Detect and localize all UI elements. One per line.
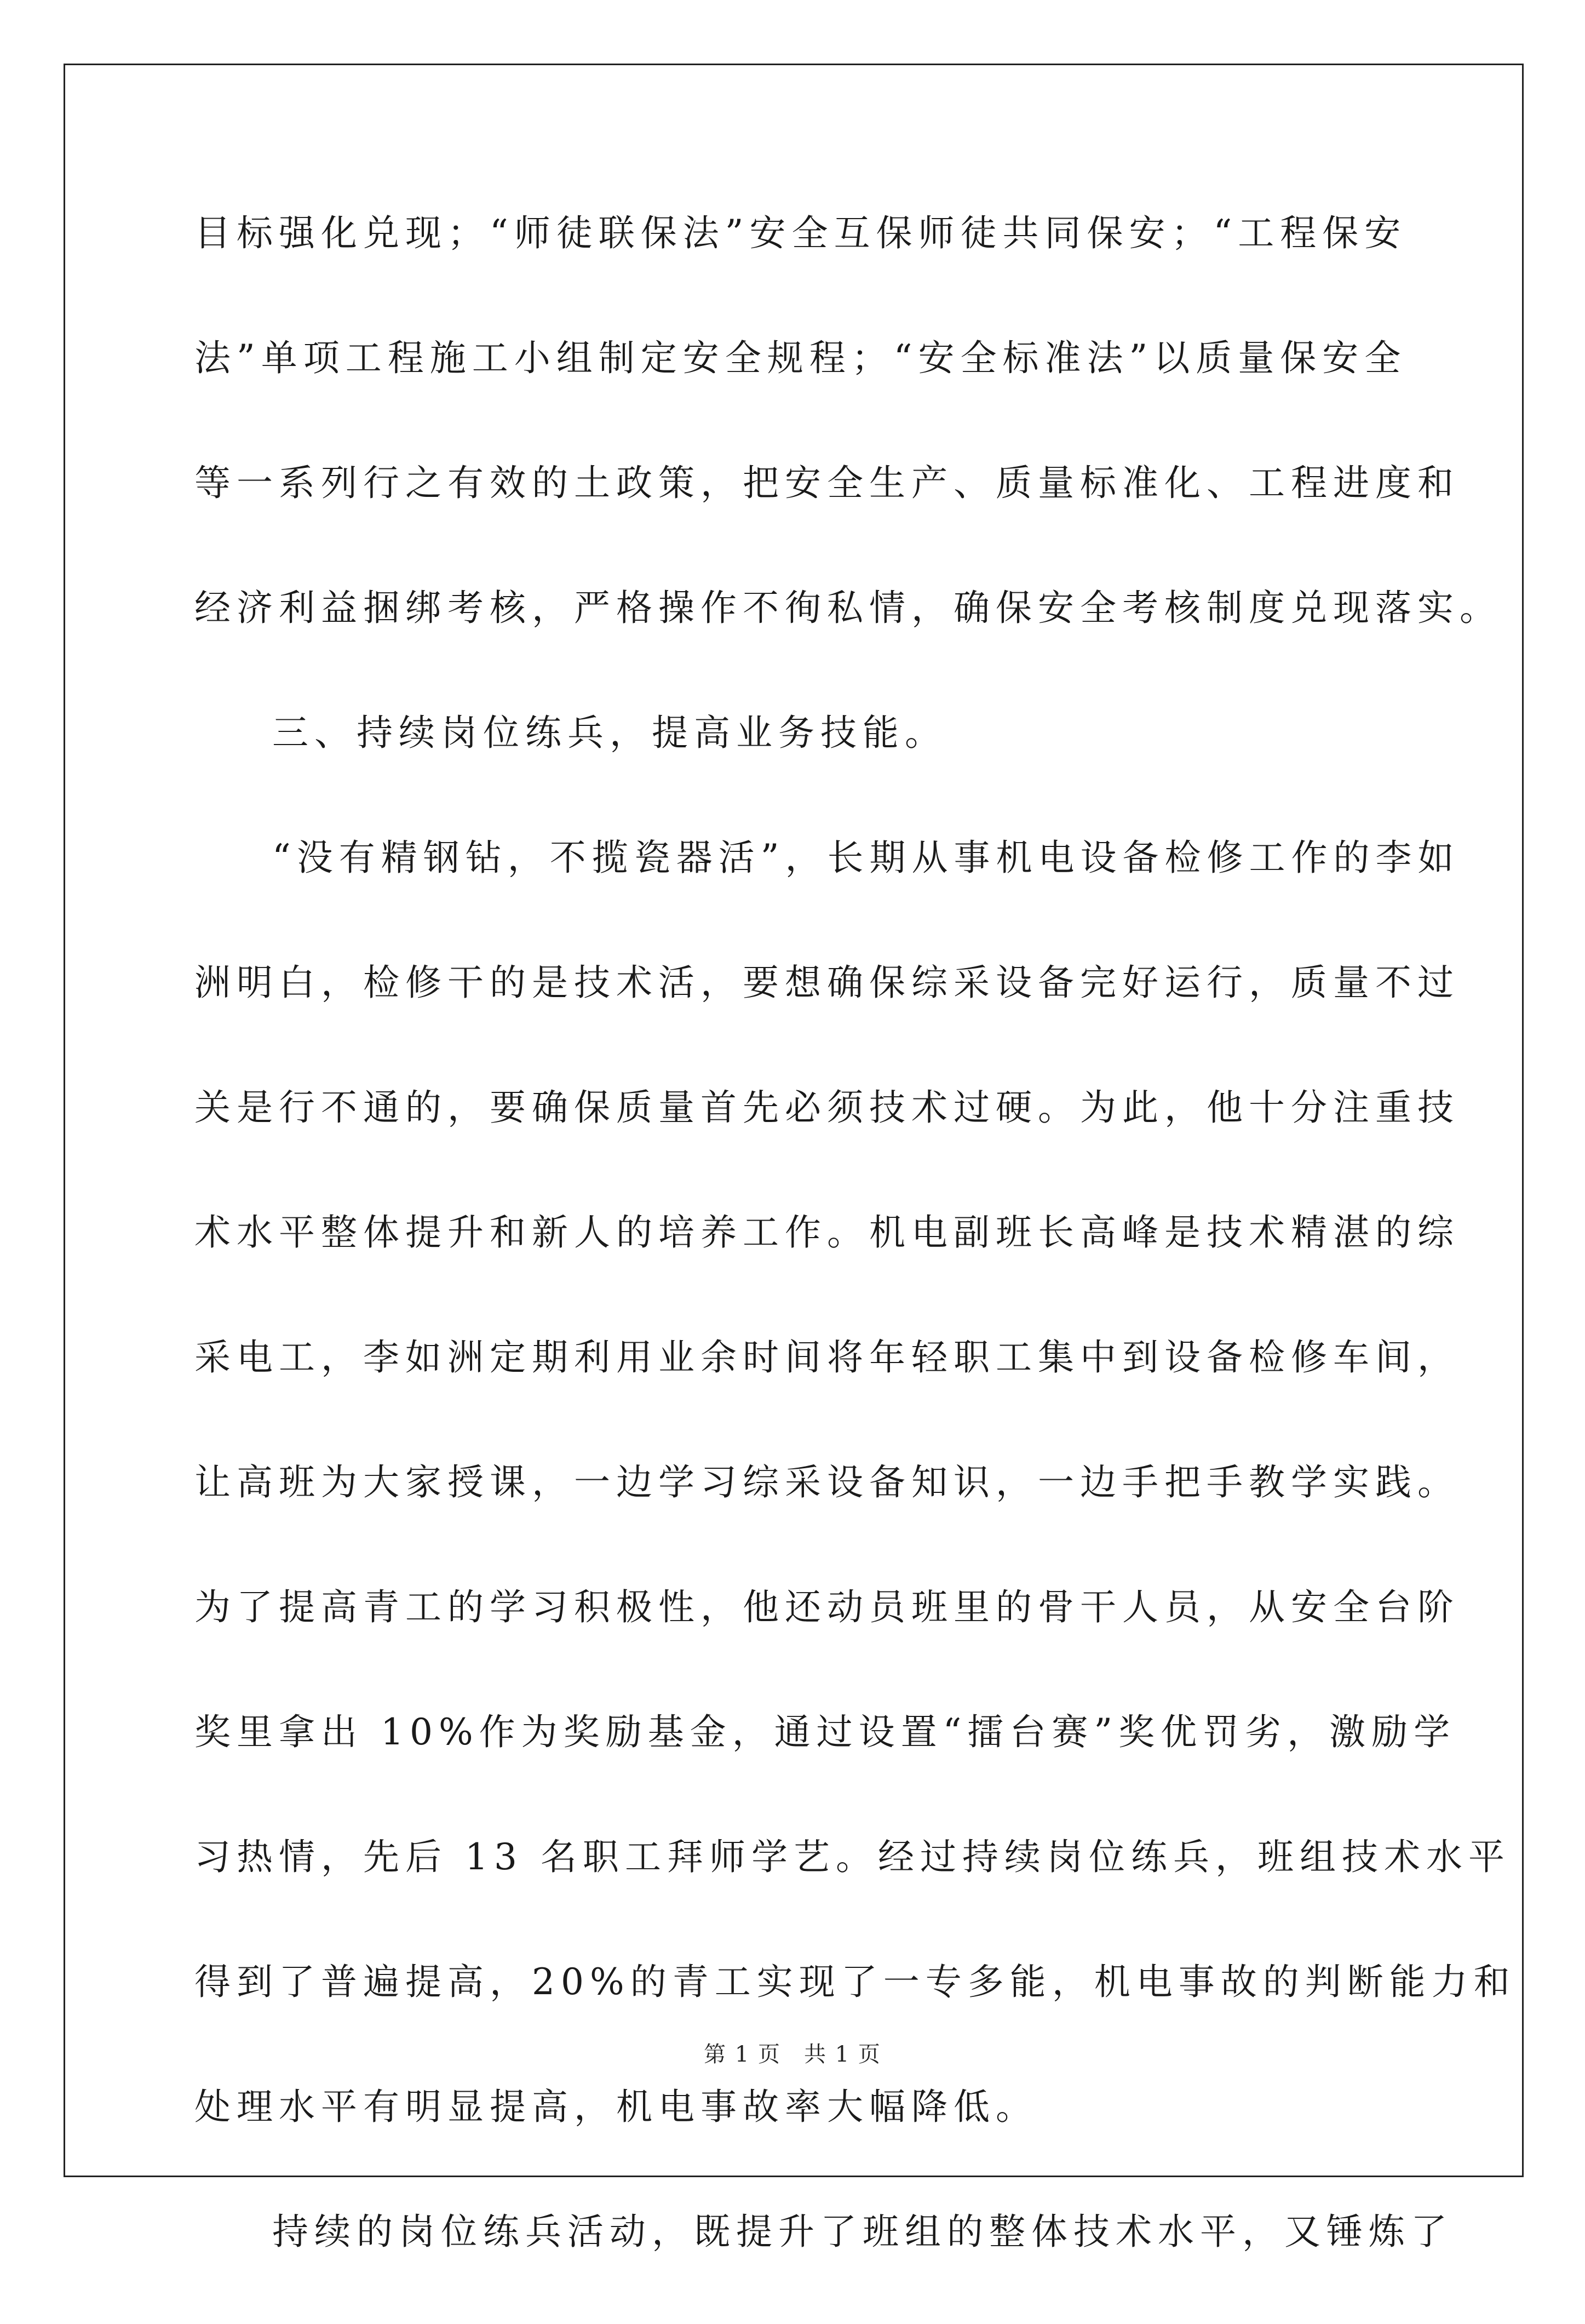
paragraph-line: 持续的岗位练兵活动，既提升了班组的整体技术水平，又锤炼了 — [272, 2211, 1453, 2253]
document-body — [194, 201, 1516, 2324]
paragraph-line: 采电工，李如洲定期利用业余时间将年轻职工集中到设备检修车间， — [194, 1336, 1460, 1378]
paragraph-line: “没有精钢钻，不揽瓷器活”，长期从事机电设备检修工作的李如 — [272, 837, 1460, 879]
page-number-footer: 第 1 页 共 1 页 — [704, 2042, 881, 2067]
paragraph-line: 习热情，先后 13 名职工拜师学艺。经过持续岗位练兵，班组技术水平 — [194, 1836, 1511, 1878]
paragraph-line: 术水平整体提升和新人的培养工作。机电副班长高峰是技术精湛的综 — [194, 1211, 1460, 1253]
paragraph-line: 让高班为大家授课，一边学习综采设备知识，一边手把手教学实践。 — [194, 1461, 1460, 1503]
paragraph-line: 经济利益捆绑考核，严格操作不徇私情，确保安全考核制度兑现落实。 — [194, 587, 1502, 629]
paragraph-line: 处理水平有明显提高，机电事故率大幅降低。 — [194, 2086, 1038, 2128]
paragraph-line: 目标强化兑现；“师徒联保法”安全互保师徒共同保安；“工程保安 — [194, 212, 1407, 254]
paragraph-line: 关是行不通的，要确保质量首先必须技术过硬。为此，他十分注重技 — [194, 1086, 1460, 1129]
paragraph-line: 奖里拿出 10%作为奖励基金，通过设置“擂台赛”奖优罚劣，激励学 — [194, 1711, 1456, 1753]
paragraph-line: 得到了普遍提高，20%的青工实现了一专多能，机电事故的判断能力和 — [194, 1961, 1516, 2003]
paragraph-line: 为了提高青工的学习积极性，他还动员班里的骨干人员，从安全台阶 — [194, 1586, 1460, 1628]
paragraph-line: 法”单项工程施工小组制定安全规程；“安全标准法”以质量保安全 — [194, 337, 1407, 379]
paragraph-line: 等一系列行之有效的土政策，把安全生产、质量标准化、工程进度和 — [194, 462, 1460, 504]
section-heading: 三、持续岗位练兵，提高业务技能。 — [272, 712, 947, 754]
paragraph-line: 洲明白，检修干的是技术活，要想确保综采设备完好运行，质量不过 — [194, 961, 1460, 1004]
